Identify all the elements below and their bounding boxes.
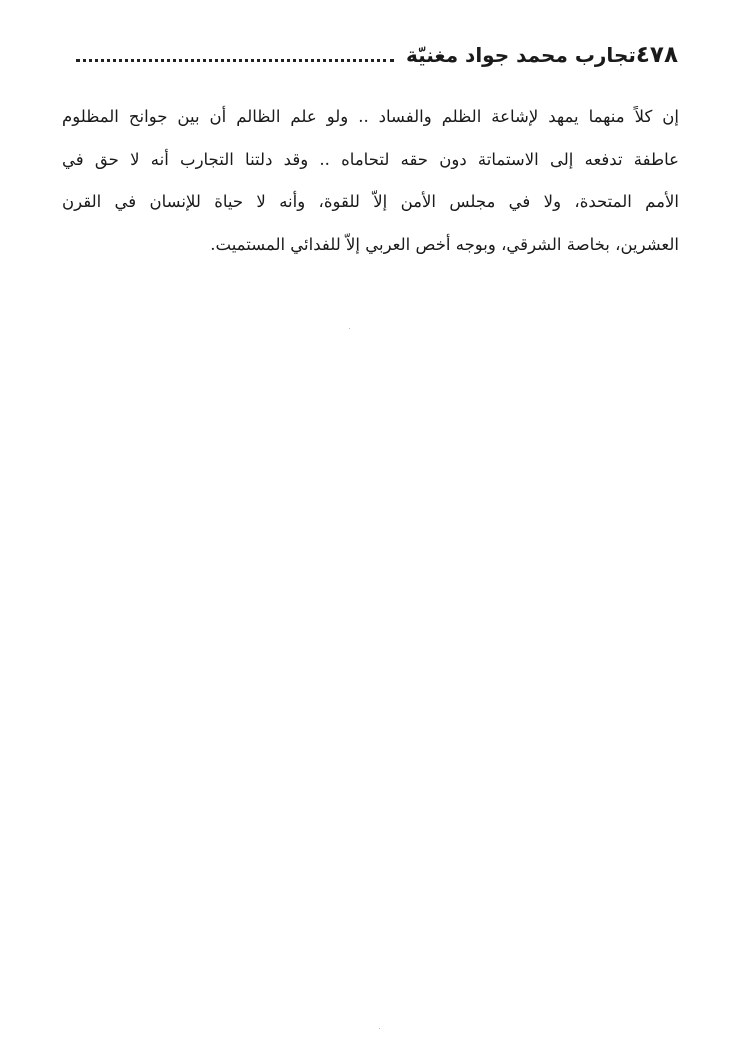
text-line: العشرين، بخاصة الشرقي، وبوجه أخص العربي إلاّ للفدائي المستميت. [210, 234, 679, 254]
body-paragraph [62, 96, 679, 266]
page-header [64, 38, 678, 72]
text-line: إن كلاً منهما يمهد لإشاعة الظلم والفساد .. ولو علم الظالم أن بين جوانح المظلوم [62, 107, 679, 126]
running-title-wrapper [64, 43, 636, 67]
page-number: ٤٧٨ [635, 42, 678, 68]
running-title: تجارب محمد جواد مغنيّة [405, 43, 636, 67]
scan-speck [379, 1028, 380, 1029]
text-line: عاطفة تدفعه إلى الاستماتة دون حقه لتحاماه .. وقد دلتنا التجارب أنه لا حق في [62, 149, 679, 169]
scan-speck [349, 328, 350, 329]
dotted-leader [76, 49, 394, 62]
text-line: الأمم المتحدة، ولا في مجلس الأمن إلاّ للقوة، وأنه لا حياة للإنسان في القرن [62, 192, 679, 211]
